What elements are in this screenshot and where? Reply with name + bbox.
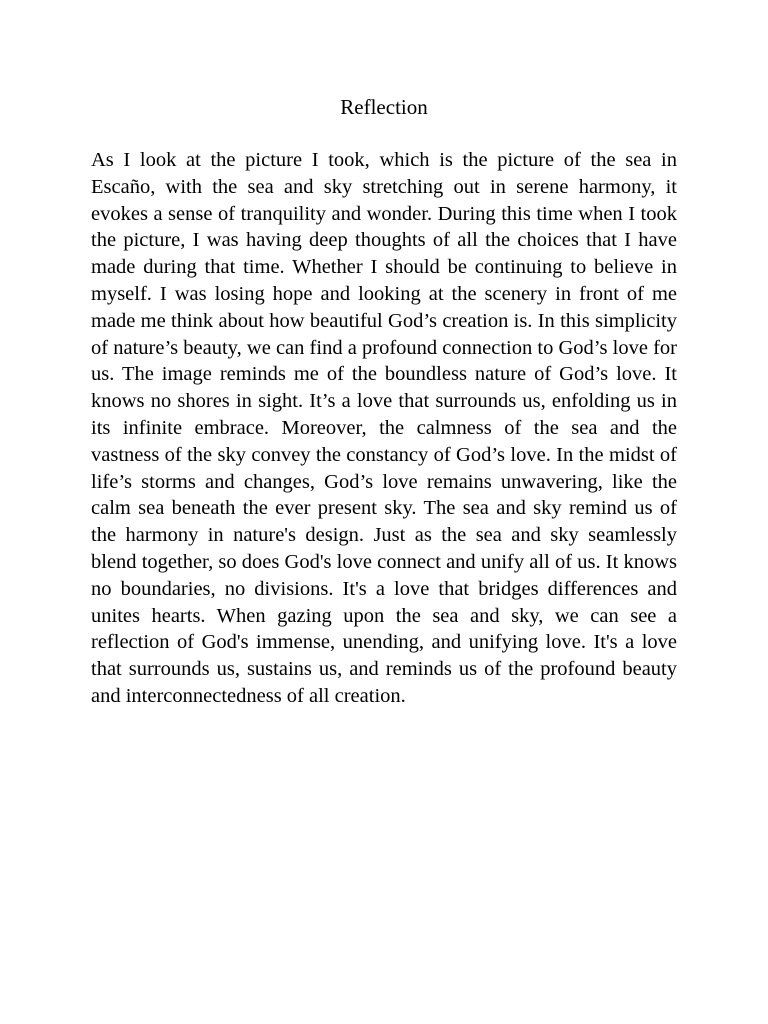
document-title: Reflection xyxy=(340,95,428,119)
body-paragraph: As I look at the picture I took, which is the picture of the sea in Escaño, with the sea and sky stretching out in serene harmony, it evokes a sense of tranquility and wonder. During this time when I took the picture, I was having deep thoughts of all the choices that I have made during that time. Whether I should be continuing to believe in myself. I was losing hope and looking at the scenery in front of me made me think about how beautiful God’s creation is. In this simplicity of nature’s beauty, we can find a profound connection to God’s love for us. The image reminds me of the boundless nature of God’s love. It knows no shores in sight. It’s a love that surrounds us, enfolding us in its infinite embrace. Moreover, the calmness of the sea and the vastness of the sky convey the constancy of God’s love. In the midst of life’s storms and changes, God’s love remains unwavering, like the calm sea beneath the ever present sky. The sea and sky remind us of the harmony in nature's design. Just as the sea and sky seamlessly blend together, so does God's love connect and unify all of us. It knows no boundaries, no divisions. It's a love that bridges differences and unites hearts. When gazing upon the sea and sky, we can see a reflection of God's immense, unending, and unifying love. It's a love that surrounds us, sustains us, and reminds us of the profound beauty and interconnectedness of all creation. xyxy=(91,149,677,707)
